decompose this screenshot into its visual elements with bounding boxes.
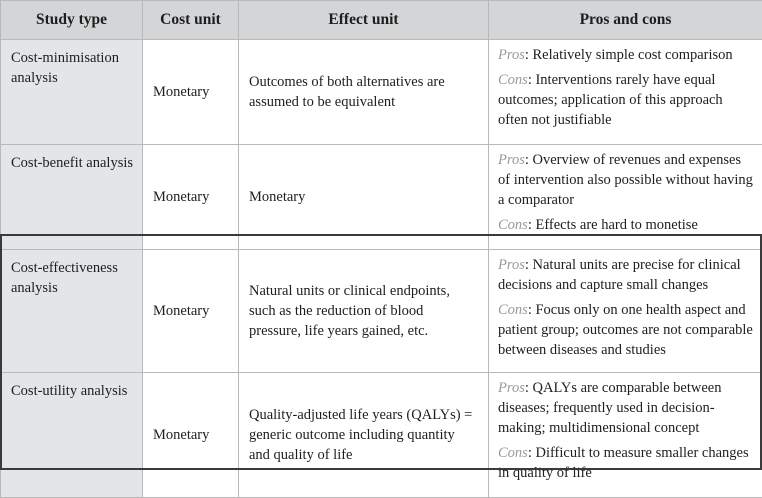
- table-row: [1, 40, 762, 145]
- pros-text: [498, 45, 756, 65]
- pros-value: : QALYs are comparable between diseases; frequently used in decision-making; multidimensional concept: [498, 380, 722, 436]
- table-row: [1, 250, 762, 373]
- pros-cons-cell: [489, 40, 762, 145]
- table-row: [1, 145, 762, 250]
- pros-value: : Overview of revenues and expenses of intervention also possible without having a comparator: [498, 152, 753, 208]
- pros-label: Pros: [498, 152, 525, 168]
- cons-text: [498, 215, 756, 235]
- pros-value: : Natural units are precise for clinical decisions and capture small changes: [498, 257, 741, 293]
- pros-text: [498, 150, 756, 210]
- header-effect-unit: Effect unit: [239, 1, 489, 40]
- cons-label: Cons: [498, 445, 528, 461]
- cost-unit-cell: Monetary: [143, 250, 239, 373]
- table-row: [1, 373, 762, 498]
- cons-label: Cons: [498, 72, 528, 88]
- cons-value: : Interventions rarely have equal outcomes; application of this approach often not justifiable: [498, 72, 723, 128]
- cost-unit-cell: Monetary: [143, 373, 239, 498]
- pros-text: [498, 378, 756, 438]
- header-row: [1, 1, 762, 40]
- pros-label: Pros: [498, 380, 525, 396]
- cost-unit-cell: Monetary: [143, 145, 239, 250]
- cost-unit-cell: Monetary: [143, 40, 239, 145]
- effect-unit-cell: Natural units or clinical endpoints, such as the reduction of blood pressure, life years gained, etc.: [239, 250, 489, 373]
- cons-label: Cons: [498, 217, 528, 233]
- study-type-cell: Cost-minimisation analysis: [1, 40, 143, 145]
- pros-cons-cell: [489, 145, 762, 250]
- pros-label: Pros: [498, 47, 525, 63]
- cons-text: [498, 70, 756, 130]
- pros-text: [498, 255, 756, 295]
- header-study-type: Study type: [1, 1, 143, 40]
- pros-cons-cell: [489, 373, 762, 498]
- cons-text: [498, 443, 756, 483]
- study-type-cell: Cost-effectiveness analysis: [1, 250, 143, 373]
- study-type-cell: Cost-utility analysis: [1, 373, 143, 498]
- cons-value: : Difficult to measure smaller changes in quality of life: [498, 445, 749, 481]
- pros-label: Pros: [498, 257, 525, 273]
- header-pros-and-cons: Pros and cons: [489, 1, 762, 40]
- cons-label: Cons: [498, 302, 528, 318]
- effect-unit-cell: Monetary: [239, 145, 489, 250]
- pros-value: : Relatively simple cost comparison: [525, 47, 733, 63]
- pros-cons-cell: [489, 250, 762, 373]
- cons-value: : Effects are hard to monetise: [528, 217, 698, 233]
- cons-text: [498, 300, 756, 360]
- cons-value: : Focus only on one health aspect and patient group; outcomes are not comparable between diseases and studies: [498, 302, 753, 358]
- effect-unit-cell: Quality-adjusted life years (QALYs) = generic outcome including quantity and quality of life: [239, 373, 489, 498]
- effect-unit-cell: Outcomes of both alternatives are assumed to be equivalent: [239, 40, 489, 145]
- study-type-cell: Cost-benefit analysis: [1, 145, 143, 250]
- header-cost-unit: Cost unit: [143, 1, 239, 40]
